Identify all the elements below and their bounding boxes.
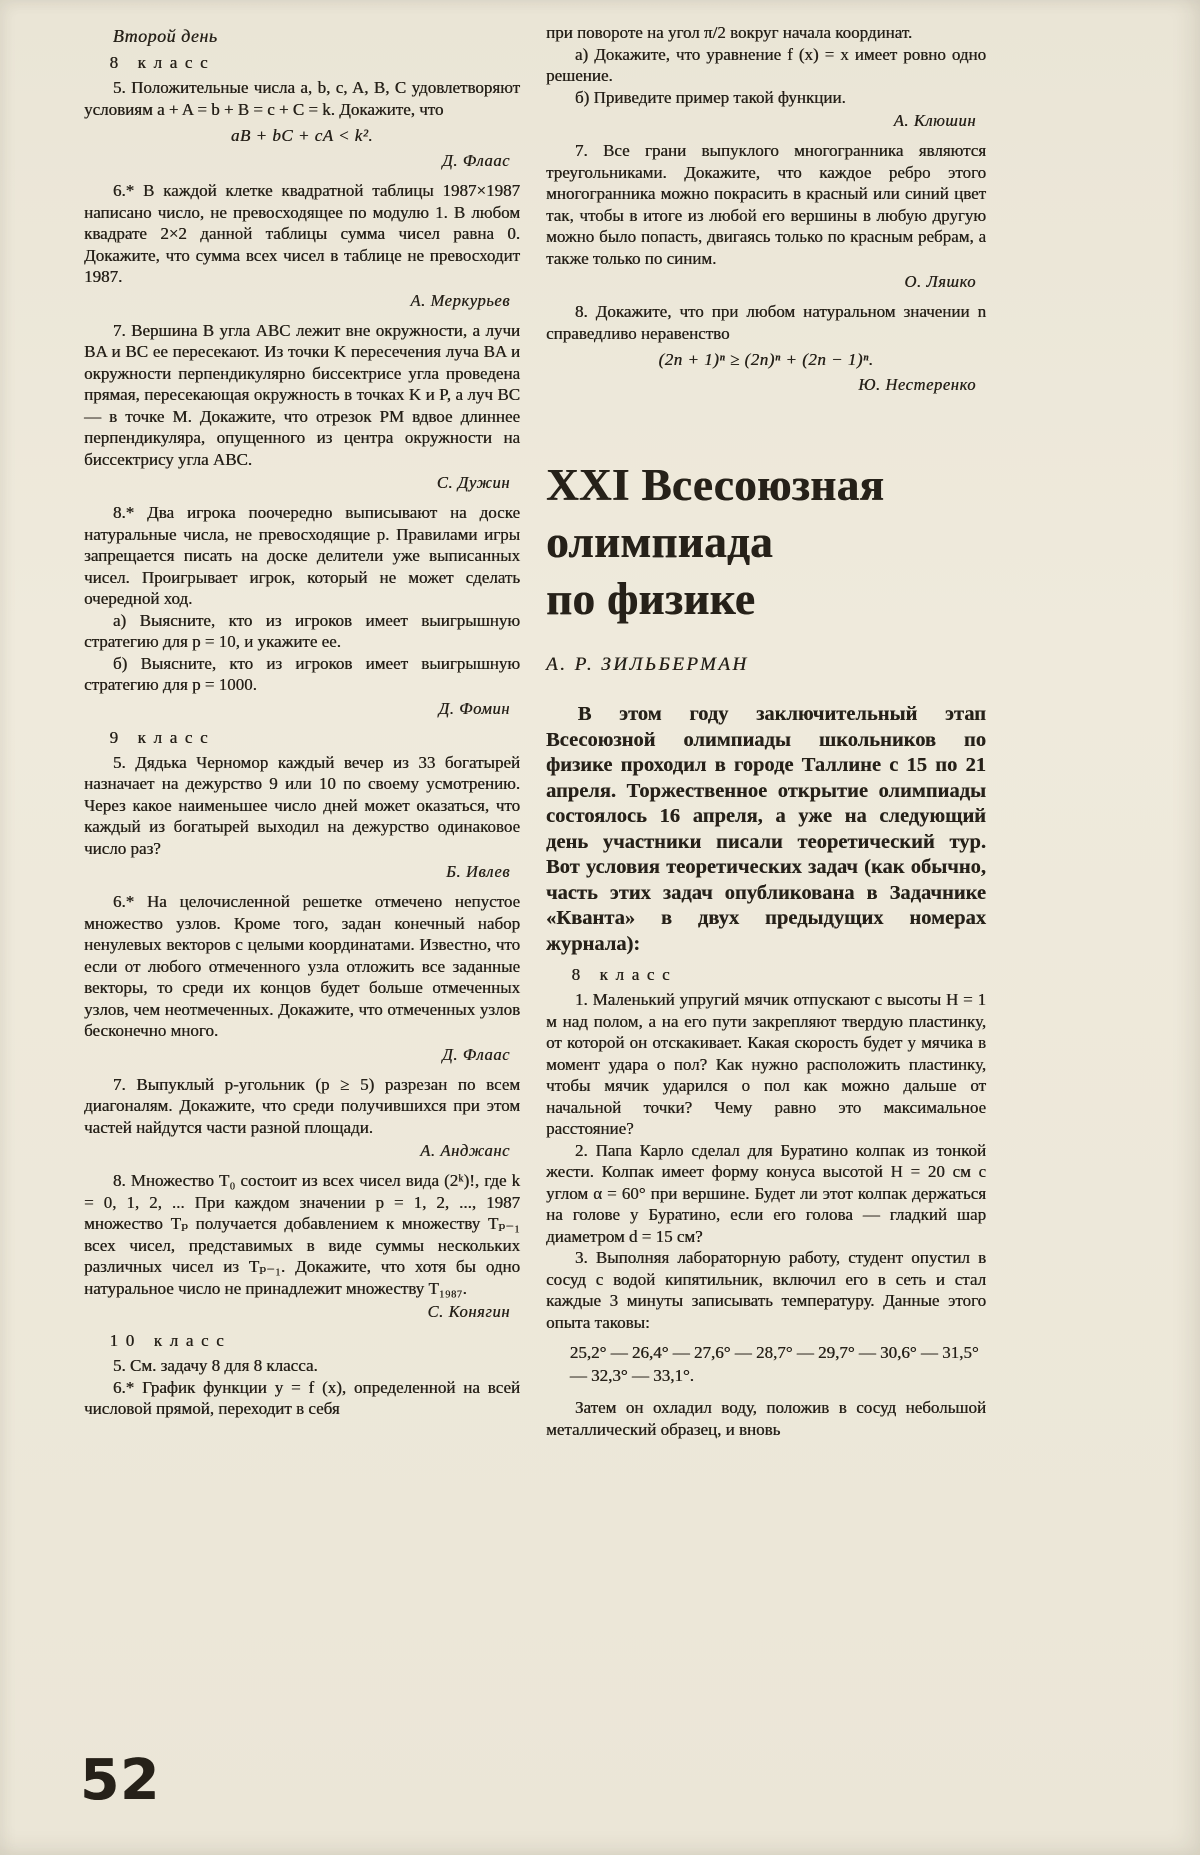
article-title-line-1: XXI Всесоюзная xyxy=(546,460,885,510)
problem-10-5: 5. См. задачу 8 для 8 класса. xyxy=(112,1356,318,1375)
article-title-line-3: по физике xyxy=(546,574,756,625)
formula-8-5: aB + bC + cA < k². xyxy=(230,126,374,145)
article-byline: А. Р. ЗИЛЬБЕРМАН xyxy=(546,654,749,676)
author-konyagin: С. Конягин xyxy=(427,1302,510,1321)
article-title-line-2: олимпиада xyxy=(546,517,773,568)
article-title xyxy=(546,457,986,628)
right-column xyxy=(546,22,986,1440)
temperature-data: 25,2° — 26,4° — 27,6° — 28,7° — 29,7° — 30,6° — 31,5° — 32,3° — 33,1°. xyxy=(569,1343,979,1386)
author-ivlev: Б. Ивлев xyxy=(446,862,510,881)
formula-10-8: (2n + 1)ⁿ ≥ (2n)ⁿ + (2n − 1)ⁿ. xyxy=(658,350,874,369)
physics-olympiad-article xyxy=(546,457,986,1440)
author-flaas-2: Д. Флаас xyxy=(442,1044,510,1064)
page-number: 52 xyxy=(80,1748,160,1813)
problem-10-8: 8. Докажите, что при любом натуральном значении n справедливо неравенство xyxy=(546,302,986,343)
physics-problem-3-continued: Затем он охладил воду, положив в сосуд небольшой металлический образец, и вновь xyxy=(546,1398,986,1439)
physics-problem-2: 2. Папа Карло сделал для Буратино колпак из тонкой жести. Колпак имеет форму конуса высотой H = 20 см с углом α = 60° при вершине. Будет ли этот колпак держаться на голове у Буратино, если его голова — гладкий шар диаметром d = 15 см? xyxy=(546,1140,986,1246)
physics-problem-3: 3. Выполняя лабораторную работу, студент опустил в сосуд с водой кипятильник, включил его в сеть и стал каждые 3 минуты записывать температуру. Данные этого опыта таковы: xyxy=(546,1248,986,1332)
problem-8-7: 7. Вершина B угла ABC лежит вне окружности, а лучи BA и BC ее пересекают. Из точки K пересечения луча BA и окружности перпендикулярно биссектрисе угла проведена прямая, пересекающая окружность в точках K и P, а луч BC — в точке M. Докажите, что отрезок PM вдвое длиннее перпендикуляра, опущенного из центра окружности на биссектрису угла ABC. xyxy=(84,320,520,469)
problem-8-8b: б) Выясните, кто из игроков имеет выигрышную стратегию для p = 1000. xyxy=(84,653,520,694)
author-andzhans: А. Анджанс xyxy=(420,1141,510,1160)
author-merkuryev: А. Меркурьев xyxy=(410,290,510,310)
class-heading-grade10: 10 класс xyxy=(109,1331,232,1350)
physics-class-heading-grade8: 8 класс xyxy=(571,965,678,985)
problem-10-6: 6.* График функции y = f (x), определенной на всей числовой прямой, переходит в себя xyxy=(84,1377,520,1418)
problem-8-6: 6.* В каждой клетке квадратной таблицы 1987×1987 написано число, не превосходящее по модулю 1. В любом квадрате 2×2 данной таблицы сумма чисел равна 0. Докажите, что сумма всех чисел в таблице не превосходит 1987. xyxy=(84,181,520,286)
left-column xyxy=(84,26,520,1420)
problem-9-7: 7. Выпуклый p-угольник (p ≥ 5) разрезан по всем диагоналям. Докажите, что среди получившихся при этом частей найдутся части разной площади. xyxy=(84,1074,520,1137)
problem-8-5: 5. Положительные числа a, b, c, A, B, C удовлетворяют условиям a + A = b + B = c + C = k. Докажите, что xyxy=(84,78,520,119)
problem-10-7: 7. Все грани выпуклого многогранника являются треугольниками. Докажите, что каждое ребро этого многогранника можно покрасить в красный или синий цвет так, чтобы в итоге из любой его вершины в любую другую можно было попасть, двигаясь только по красным ребрам, а также только по синим. xyxy=(546,141,986,268)
problem-9-8: 8. Множество T₀ состоит из всех чисел вида (2ᵏ)!, где k = 0, 1, 2, ... При каждом значении p = 1, 2, ..., 1987 множество Tₚ получается добавлением к множеству Tₚ₋₁ всех чисел, представимых в виде суммы нескольких различных чисел из Tₚ₋₁. Докажите, что хотя бы одно натуральное число не принадлежит множеству T₁₉₈₇. xyxy=(84,1171,520,1298)
author-nesterenko: Ю. Нестеренко xyxy=(858,375,976,394)
problem-9-5: 5. Дядька Черномор каждый вечер из 33 богатырей назначает на дежурство 9 или 10 по своему усмотрению. Через какое наименьшее число дней может оказаться, что каждый из богатырей выходил на дежурство одинаковое число раз? xyxy=(84,752,520,858)
article-lead-paragraph: В этом году заключительный этап Всесоюзной олимпиады школьников по физике проходил в городе Таллине с 15 по 21 апреля. Торжественное открытие олимпиады состоялось 16 апреля, а уже на следующий день участники писали теоретический тур. Вот условия теоретических задач (как обычно, часть этих задач опубликована в Задачнике «Кванта» в двух предыдущих номерах журнала): xyxy=(546,703,986,955)
problem-10-6-continued: при повороте на угол π/2 вокруг начала координат. xyxy=(546,23,913,42)
problem-9-6: 6.* На целочисленной решетке отмечено непустое множество узлов. Кроме того, задан конечный набор ненулевых векторов с целыми координатами. Известно, что если от любого отмеченного узла отложить все заданные векторы, то среди их концов будет больше отмеченных узлов, чем неотмеченных. Докажите, что отмеченных узлов бесконечно много. xyxy=(84,892,520,1040)
author-duzhin: С. Дужин xyxy=(436,473,510,492)
problem-10-6b: б) Приведите пример такой функции. xyxy=(574,87,846,107)
problem-8-8a: а) Выясните, кто из игроков имеет выигрышную стратегию для p = 10, и укажите ее. xyxy=(84,610,520,651)
class-heading-grade9: 9 класс xyxy=(109,727,216,747)
author-lyashko: О. Ляшко xyxy=(904,272,976,291)
day-heading: Второй день xyxy=(112,26,218,46)
author-fomin: Д. Фомин xyxy=(438,698,510,718)
class-heading-grade8: 8 класс xyxy=(109,53,216,72)
problem-10-6a: а) Докажите, что уравнение f (x) = x имеет ровно одно решение. xyxy=(546,44,986,85)
article-body xyxy=(546,965,986,1440)
problem-8-8: 8.* Два игрока поочередно выписывают на доске натуральные числа, не превосходящие p. Правилами игры запрещается писать на доске делители уже выписанных чисел. Проигрывает игрок, который не может сделать очередной ход. xyxy=(84,503,520,608)
author-flaas-1: Д. Флаас xyxy=(442,151,510,170)
physics-problem-1: 1. Маленький упругий мячик отпускают с высоты H = 1 м над полом, а на его пути закрепляют твердую пластинку, от которой он отскакивает. Какая скорость будет у мячика в момент удара о пол? Как нужно расположить пластинку, чтобы мячик ударился о пол как можно дальше от начальной точки? Чему равно это максимальное расстояние? xyxy=(546,990,986,1139)
author-klyushin: А. Клюшин xyxy=(893,111,976,130)
